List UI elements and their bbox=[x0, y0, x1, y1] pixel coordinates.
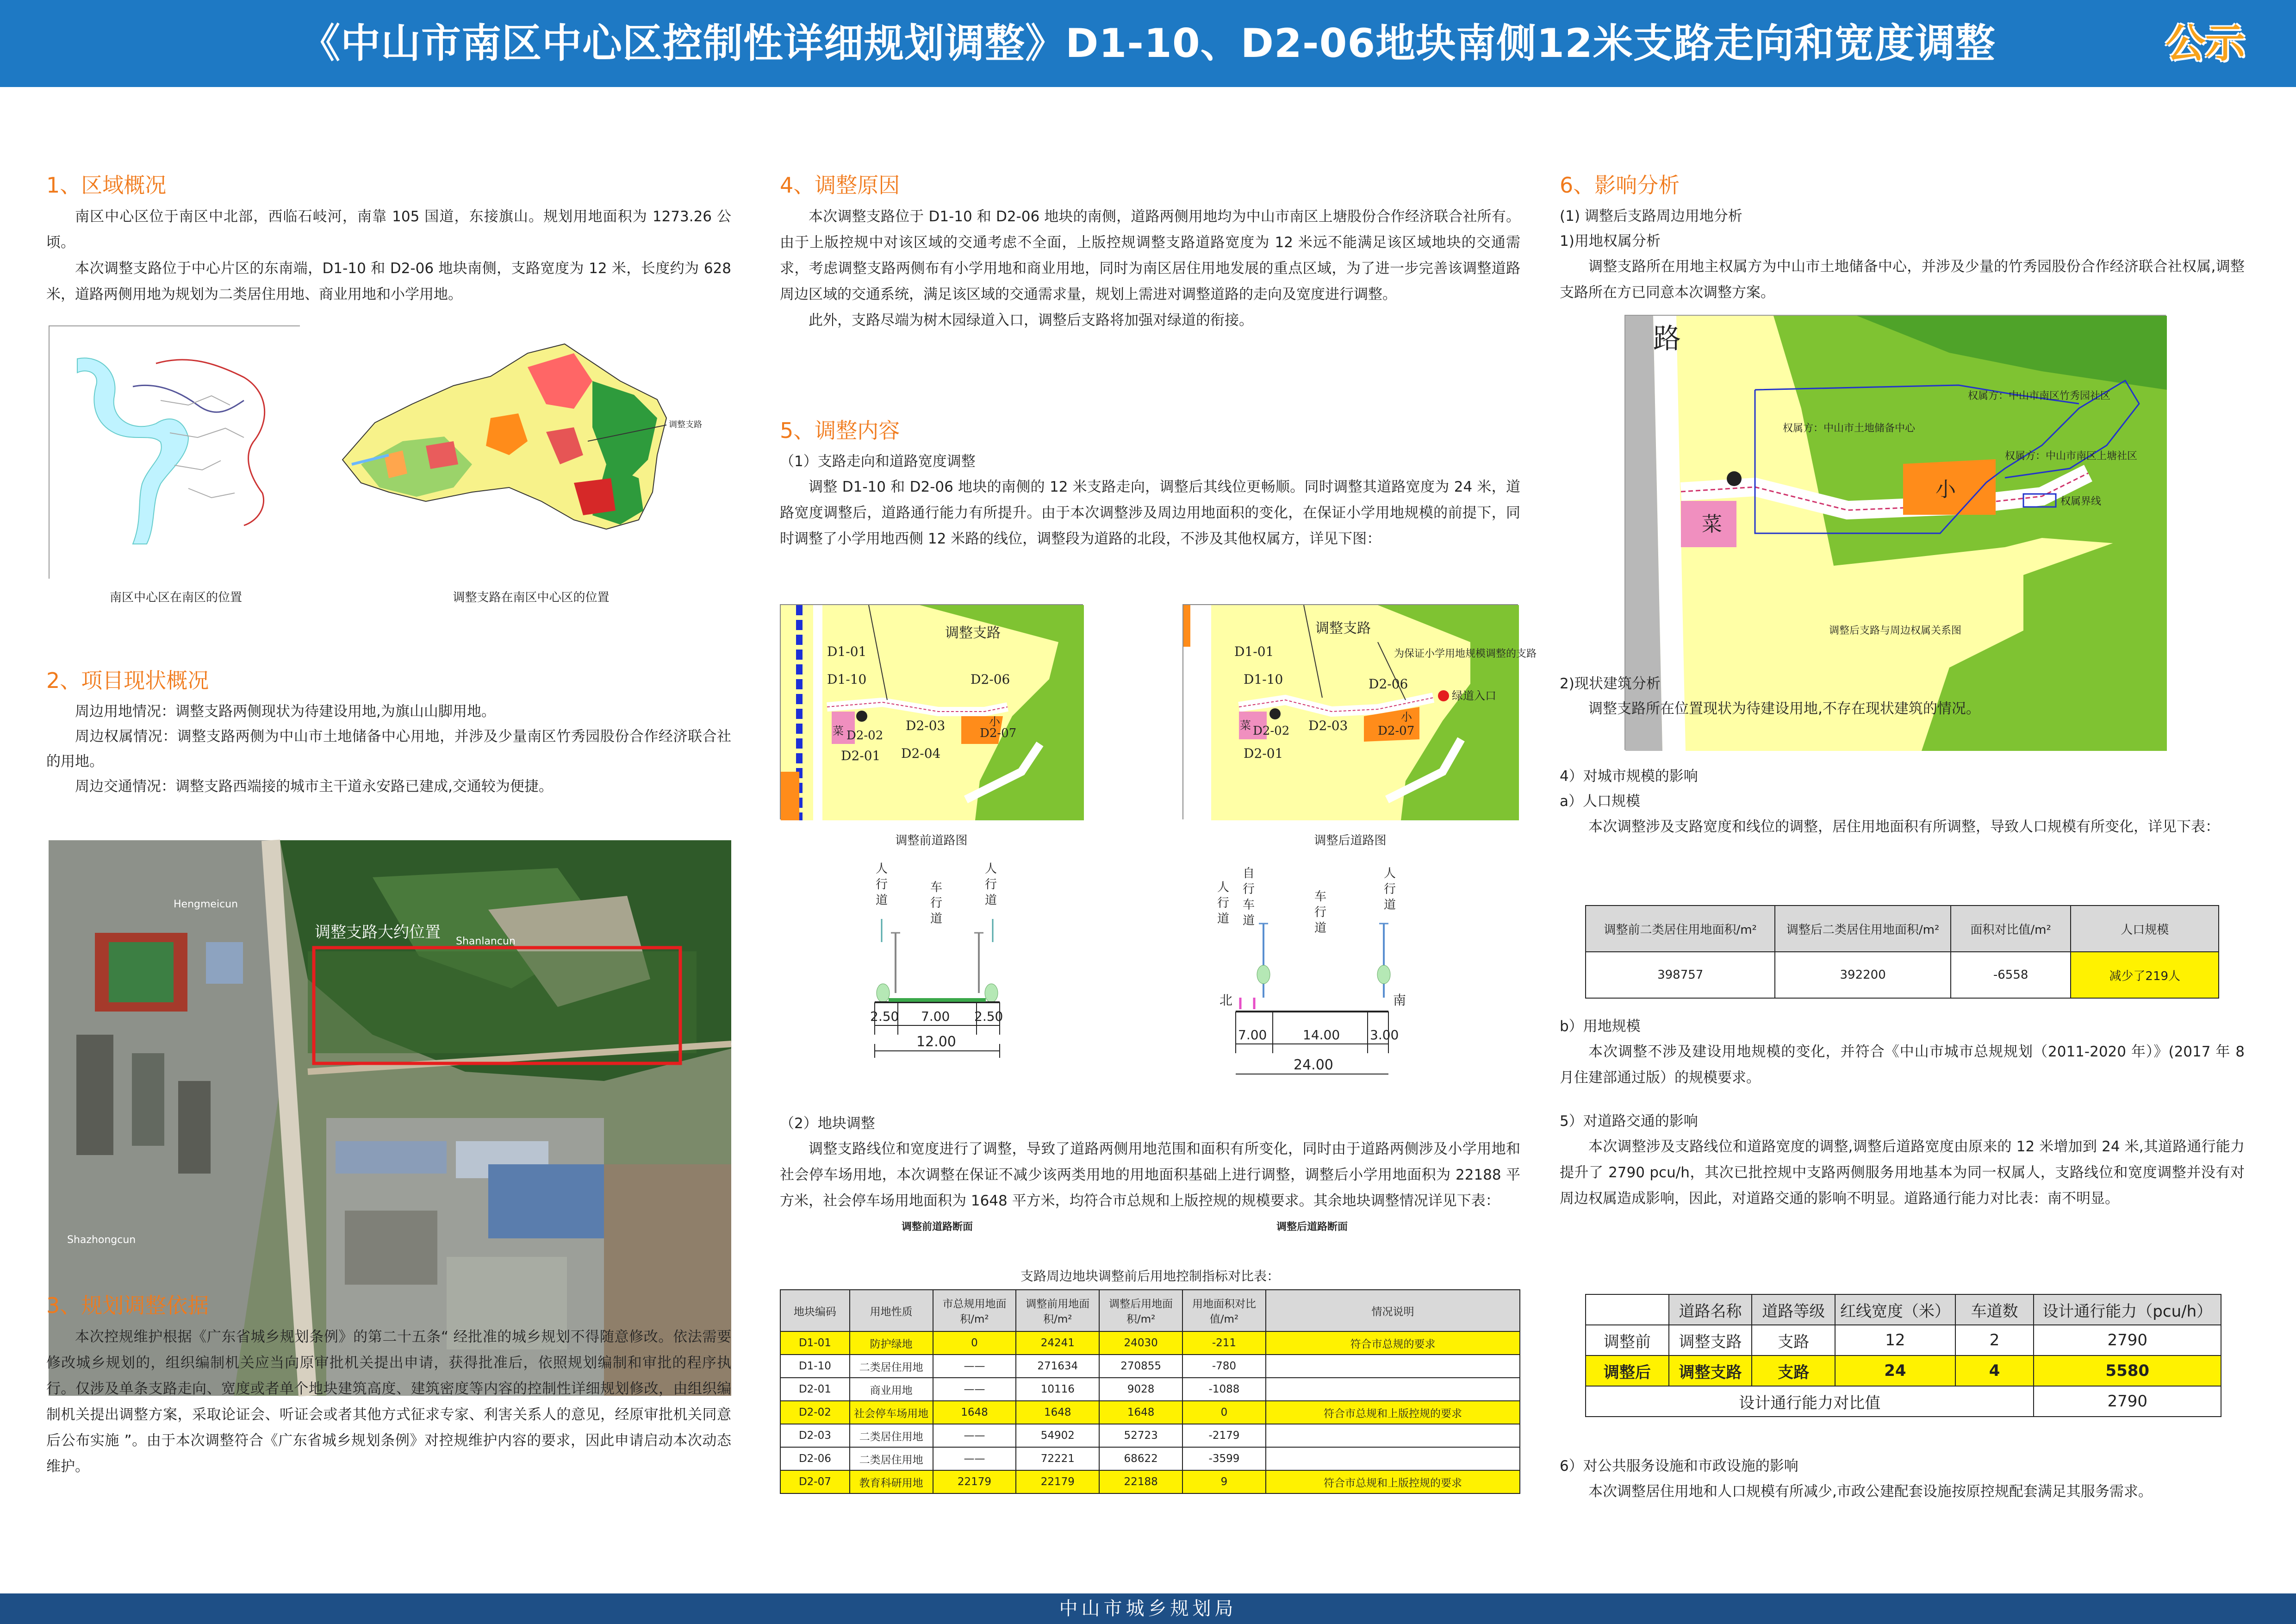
map-annotation: 调整支路 bbox=[669, 420, 702, 430]
legend-label: 权属界线 bbox=[2060, 496, 2102, 507]
table-cell: 支路 bbox=[1752, 1325, 1835, 1355]
table-cell: D2-01 bbox=[780, 1378, 850, 1401]
section-title: 3、规划调整依据 bbox=[46, 1293, 209, 1318]
plot-label: D2-04 bbox=[901, 746, 941, 761]
cs-dim: 2.50 bbox=[870, 1009, 899, 1024]
table-header: 用地面积对比值/m² bbox=[1182, 1290, 1266, 1331]
table-cell: 12 bbox=[1835, 1325, 1955, 1355]
paragraph: 调整支路所在位置现状为待建设用地,不存在现状建筑的情况。 bbox=[1588, 700, 1980, 717]
population-table bbox=[1585, 905, 2219, 999]
table-cell: 2790 bbox=[2034, 1386, 2221, 1417]
cs-dim: 7.00 bbox=[1238, 1027, 1267, 1043]
cs-label-walk: 人行道 bbox=[985, 862, 997, 907]
table-cell: 72221 bbox=[1016, 1447, 1099, 1470]
table-title: 支路周边地块调整前后用地控制指标对比表： bbox=[1020, 1268, 1280, 1284]
table-cell: -6558 bbox=[1951, 952, 2071, 998]
table-cell bbox=[1266, 1424, 1520, 1447]
plot-comparison-table bbox=[780, 1289, 1520, 1494]
table-cell: 5580 bbox=[2034, 1355, 2221, 1386]
table-cell: —— bbox=[933, 1378, 1016, 1401]
table-cell: 符合市总规的要求 bbox=[1266, 1331, 1520, 1355]
footer-org: 中山市城乡规划局 bbox=[1059, 1598, 1237, 1619]
paragraph: 本次调整涉及支路线位和道路宽度的调整,调整后道路宽度由原来的 12 米增加到 24 米,其道路通行能力提升了 2790 pcu/h，其次已批控规中支路两侧服务用地基本为同一权属人，支路线位和宽度调整并没有对周边权属造成影响，因此，对道路交通的影响不明显。道路通行能力对比表：南不明显。 bbox=[1560, 1138, 2245, 1207]
table-header: 情况说明 bbox=[1266, 1290, 1520, 1331]
paragraph: 周边权属情况：调整支路两侧为中山市土地储备中心用地，并涉及少量南区竹秀园股份合作经济联合社的用地。 bbox=[46, 728, 731, 770]
table-row bbox=[780, 1331, 1520, 1355]
table-cell: 二类居住用地 bbox=[850, 1355, 933, 1378]
table-cell: -1088 bbox=[1182, 1378, 1266, 1401]
plot-label: D2-02 bbox=[846, 729, 884, 743]
table-cell: 减少了219人 bbox=[2071, 952, 2219, 998]
table-cell: 调整前 bbox=[1586, 1325, 1669, 1355]
table-header: 面积对比值/m² bbox=[1951, 906, 2071, 952]
table-cell: 54902 bbox=[1016, 1424, 1099, 1447]
photo-label: 调整支路大约位置 bbox=[315, 923, 441, 942]
plot-adjustment bbox=[780, 1111, 1520, 1214]
table-cell: 1648 bbox=[933, 1401, 1016, 1424]
table-header: 车道数 bbox=[1955, 1294, 2034, 1325]
public-facility-impact bbox=[1560, 1454, 2245, 1505]
table-cell: 2 bbox=[1955, 1325, 2034, 1355]
cs-label-bike: 自行车道 bbox=[1243, 867, 1255, 928]
plot-label: D2-07 bbox=[980, 726, 1017, 740]
paragraph: 调整支路所在用地主权属方为中山市土地储备中心，并涉及少量的竹秀园股份合作经济联合社权属,调整支路所在方已同意本次调整方案。 bbox=[1560, 258, 2245, 301]
plot-label: 小 bbox=[1935, 478, 1956, 501]
plot-label: D2-03 bbox=[906, 718, 946, 733]
cs-label-walk: 人行道 bbox=[1384, 867, 1396, 912]
cs-dim: 2.50 bbox=[974, 1009, 1003, 1024]
table-cell: 392200 bbox=[1775, 952, 1950, 998]
table-cell: 商业用地 bbox=[850, 1378, 933, 1401]
paragraph: 周边交通情况：调整支路西端接的城市主干道永安路已建成,交通较为便捷。 bbox=[75, 778, 553, 795]
map-caption: 南区中心区在南区的位置 bbox=[109, 591, 242, 605]
cs-dim: 3.00 bbox=[1370, 1027, 1399, 1043]
table-cell: 0 bbox=[1182, 1401, 1266, 1424]
table-cell: -3599 bbox=[1182, 1447, 1266, 1470]
map-caption: 调整后道路图 bbox=[1314, 834, 1387, 848]
table-cell: 支路 bbox=[1752, 1355, 1835, 1386]
table-cell bbox=[1266, 1355, 1520, 1378]
table-row bbox=[780, 1470, 1520, 1493]
table-row bbox=[1586, 1386, 2221, 1417]
table-header: 道路等级 bbox=[1752, 1294, 1835, 1325]
traffic-impact bbox=[1560, 1109, 2245, 1212]
city-scale-impact bbox=[1560, 764, 2245, 840]
map-label: 调整支路 bbox=[1315, 620, 1371, 637]
table-cell: 24241 bbox=[1016, 1331, 1099, 1355]
cs-dim-total: 12.00 bbox=[916, 1034, 956, 1050]
paragraph: 本次调整居住用地和人口规模有所减少,市政公建配套设施按原控规配套满足其服务需求。 bbox=[1588, 1483, 2153, 1500]
table-cell: —— bbox=[933, 1424, 1016, 1447]
paragraph: 调整 D1-10 和 D2-06 地块的南侧的 12 米支路走向，调整后其线位更畅顺。同时调整其道路宽度为 24 米，道路宽度调整后，道路通行能力有所提升。由于本次调整涉及周边用地面积的变化，在保证小学用地规模的前提下，同时调整了小学用地西侧 12 米路的线位，调整段为道路的北段，不涉及其他权属方，详见下图： bbox=[780, 479, 1520, 547]
section-current-status bbox=[46, 662, 731, 799]
plot-label: D2-01 bbox=[1244, 746, 1283, 761]
paragraph: 本次调整支路位于中心片区的东南端，D1-10 和 D2-06 地块南侧，支路宽度为 12 米，长度约为 628 米，道路两侧用地为规划为二类居住用地、商业用地和小学用地。 bbox=[46, 260, 731, 303]
cs-caption: 调整后道路断面 bbox=[1276, 1221, 1348, 1233]
header-bar bbox=[0, 0, 2296, 87]
footer-bar bbox=[0, 1593, 2296, 1624]
table-cell: 符合市总规和上版控规的要求 bbox=[1266, 1470, 1520, 1493]
section-title: 5、调整内容 bbox=[780, 418, 900, 443]
plot-label: 小 bbox=[989, 715, 1000, 728]
section-content bbox=[780, 412, 1520, 552]
plot-label: D1-10 bbox=[827, 672, 867, 687]
plot-label: 菜 bbox=[1240, 719, 1251, 732]
plot-label: D2-07 bbox=[1378, 724, 1415, 738]
table-header: 调整前用地面积/m² bbox=[1016, 1290, 1099, 1331]
table-cell: 调整支路 bbox=[1669, 1355, 1752, 1386]
section-regional-overview bbox=[46, 167, 731, 307]
map-label: 调整支路 bbox=[945, 625, 1001, 641]
center-location-map bbox=[333, 325, 729, 579]
paragraph: 此外，支路尽端为树木园绿道入口，调整后支路将加强对绿道的衔接。 bbox=[809, 312, 1253, 329]
subheading: (1) 调整后支路周边用地分析 bbox=[1560, 208, 1742, 225]
table-row bbox=[780, 1401, 1520, 1424]
subheading: 2)现状建筑分析 bbox=[1560, 675, 1661, 692]
owner-label: 权属方：中山市南区竹秀园社区 bbox=[1968, 390, 2111, 402]
paragraph: 本次调整支路位于 D1-10 和 D2-06 地块的南侧，道路两侧用地均为中山市南区上塘股份合作经济联合社所有。由于上版控规中对该区域的交通考虑不全面，上版控规调整支路道路宽度为 12 米远不能满足该区域地块的交通需求，考虑调整支路两侧布有小学用地和商业用地，同时为南区居住用地发展的重点区域，为了进一步完善该调整道路周边区域的交通系统，满足该区域的交通需求量，规划上需进对调整道路的走向及宽度进行调整。 bbox=[780, 208, 1520, 303]
map-note: 为保证小学用地规模调整的支路 bbox=[1394, 648, 1537, 660]
plot-label: D2-01 bbox=[841, 748, 881, 763]
table-cell: 24030 bbox=[1099, 1331, 1182, 1355]
table-cell: D2-03 bbox=[780, 1424, 850, 1447]
section-title: 2、项目现状概况 bbox=[46, 668, 209, 693]
paragraph: 调整支路线位和宽度进行了调整，导致了道路两侧用地范围和面积有所变化，同时由于道路两侧涉及小学用地和社会停车场用地，本次调整在保证不减少该两类用地的用地面积基础上进行调整，调整后小学用地面积为 22188 平方米，社会停车场用地面积为 1648 平方米，均符合市总规和上版控规的规模要求。其余地块调整情况详见下表： bbox=[780, 1141, 1520, 1209]
plot-label: D2-03 bbox=[1308, 718, 1348, 733]
table-cell: 24 bbox=[1835, 1355, 1955, 1386]
table-cell: 二类居住用地 bbox=[850, 1447, 933, 1470]
section-reason bbox=[780, 167, 1520, 333]
table-cell: -211 bbox=[1182, 1331, 1266, 1355]
table-cell: -780 bbox=[1182, 1355, 1266, 1378]
table-cell: 调整支路 bbox=[1669, 1325, 1752, 1355]
table-cell: 22179 bbox=[933, 1470, 1016, 1493]
table-cell: 社会停车场用地 bbox=[850, 1401, 933, 1424]
table-cell: D1-10 bbox=[780, 1355, 850, 1378]
table-header: 市总规用地面积/m² bbox=[933, 1290, 1016, 1331]
page-title: 《中山市南区中心区控制性详细规划调整》D1-10、D2-06地块南侧12米支路走向和宽度调整 bbox=[300, 20, 1996, 67]
cs-caption: 调整前道路断面 bbox=[901, 1221, 973, 1233]
section-basis bbox=[46, 1287, 731, 1480]
map-caption: 调整前道路图 bbox=[895, 834, 968, 848]
table-cell: 52723 bbox=[1099, 1424, 1182, 1447]
table-header: 设计通行能力（pcu/h） bbox=[2034, 1294, 2221, 1325]
subheading: （2）地块调整 bbox=[780, 1115, 875, 1132]
section-title: 4、调整原因 bbox=[780, 173, 900, 198]
paragraph: 本次调整不涉及建设用地规模的变化，并符合《中山市城市总规规划（2011-2020 年）》(2017 年 8 月住建部通过版）的规模要求。 bbox=[1560, 1043, 2245, 1086]
table-header: 地块编码 bbox=[780, 1290, 850, 1331]
table-row bbox=[780, 1355, 1520, 1378]
table-cell: D2-06 bbox=[780, 1447, 850, 1470]
table-row bbox=[1586, 1355, 2221, 1386]
table-cell: 270855 bbox=[1099, 1355, 1182, 1378]
paragraph: 本次控规维护根据《广东省城乡规划条例》的第二十五条“ 经批准的城乡规划不得随意修改。依法需要修改城乡规划的，组织编制机关应当向原审批机关提出申请，获得批准后，依照规划编制和审批的程序执行。仅涉及单条支路走向、宽度或者单个地块建筑高度、建筑密度等内容的控制性详细规划修改，由组织编制机关提出调整方案，采取论证会、听证会或者其他方式征求专家、利害关系人的意见，经原审批机关同意后公布实施 ”。由于本次调整符合《广东省城乡规划条例》对控规维护内容的要求，因此申请启动本次动态维护。 bbox=[46, 1329, 731, 1475]
subheading: b）用地规模 bbox=[1560, 1018, 1641, 1035]
table-header: 红线宽度（米） bbox=[1835, 1294, 1955, 1325]
table-cell: 2790 bbox=[2034, 1325, 2221, 1355]
plot-label: 小 bbox=[1401, 711, 1412, 724]
cs-label-car: 车行道 bbox=[1314, 890, 1327, 935]
plot-label: 菜 bbox=[1702, 512, 1722, 536]
table-cell: 68622 bbox=[1099, 1447, 1182, 1470]
plot-label: D1-01 bbox=[827, 644, 867, 659]
map-caption: 调整支路在南区中心区的位置 bbox=[453, 591, 610, 605]
subheading: 5）对道路交通的影响 bbox=[1560, 1113, 1698, 1130]
paragraph: 周边用地情况：调整支路两侧现状为待建设用地,为旗山山脚用地。 bbox=[75, 703, 496, 720]
subheading: 6）对公共服务设施和市政设施的影响 bbox=[1560, 1458, 1798, 1474]
table-cell: —— bbox=[933, 1447, 1016, 1470]
table-cell: 398757 bbox=[1586, 952, 1775, 998]
cs-dim: 14.00 bbox=[1303, 1027, 1340, 1043]
table-cell: -2179 bbox=[1182, 1424, 1266, 1447]
table-cell: 防护绿地 bbox=[850, 1331, 933, 1355]
land-scale-impact bbox=[1560, 1014, 2245, 1091]
table-row bbox=[780, 1424, 1520, 1447]
paragraph: 本次调整涉及支路宽度和线位的调整，居住用地面积有所调整，导致人口规模有所变化，详见下表： bbox=[1588, 818, 2220, 835]
road-map-after bbox=[1182, 604, 1537, 819]
plot-label: D1-01 bbox=[1234, 644, 1274, 659]
plot-label: D2-06 bbox=[971, 672, 1010, 687]
place-label: Shazhongcun bbox=[67, 1234, 136, 1246]
plot-label: D1-10 bbox=[1244, 672, 1283, 687]
place-label: Hengmeicun bbox=[174, 899, 238, 910]
table-cell: 设计通行能力对比值 bbox=[1586, 1386, 2034, 1417]
plot-label: D2-06 bbox=[1369, 676, 1408, 692]
table-cell: 1648 bbox=[1016, 1401, 1099, 1424]
table-header: 用地性质 bbox=[850, 1290, 933, 1331]
table-cell: 教育科研用地 bbox=[850, 1470, 933, 1493]
table-row bbox=[1586, 1325, 2221, 1355]
table-cell: D2-07 bbox=[780, 1470, 850, 1493]
table-cell: —— bbox=[933, 1355, 1016, 1378]
table-row bbox=[1586, 952, 2219, 998]
table-cell: D2-02 bbox=[780, 1401, 850, 1424]
table-cell bbox=[1266, 1378, 1520, 1401]
road-map-before bbox=[780, 604, 1083, 819]
table-header: 道路名称 bbox=[1669, 1294, 1752, 1325]
table-header bbox=[1586, 1294, 1669, 1325]
subheading: a）人口规模 bbox=[1560, 793, 1640, 810]
table-cell: 二类居住用地 bbox=[850, 1424, 933, 1447]
table-cell: 9028 bbox=[1099, 1378, 1182, 1401]
table-cell: 符合市总规和上版控规的要求 bbox=[1266, 1401, 1520, 1424]
table-cell: 1648 bbox=[1099, 1401, 1182, 1424]
district-location-map bbox=[49, 325, 300, 579]
table-header: 调整后二类居住用地面积/m² bbox=[1775, 906, 1950, 952]
cs-label-car: 车行道 bbox=[930, 881, 943, 926]
map-road-label: 路 bbox=[1653, 323, 1681, 355]
owner-label: 权属方：中山市南区上塘社区 bbox=[2005, 450, 2138, 462]
cs-dim: 7.00 bbox=[921, 1009, 950, 1024]
cs-label-walk: 人行道 bbox=[1217, 881, 1230, 926]
table-header: 人口规模 bbox=[2071, 906, 2219, 952]
table-cell: 22179 bbox=[1016, 1470, 1099, 1493]
traffic-capacity-table bbox=[1585, 1294, 2221, 1417]
cs-south: 南 bbox=[1393, 993, 1406, 1008]
table-cell: 0 bbox=[933, 1331, 1016, 1355]
paragraph: 南区中心区位于南区中北部，西临石岐河，南靠 105 国道，东接旗山。规划用地面积为 1273.26 公顷。 bbox=[46, 208, 731, 251]
table-cell: 271634 bbox=[1016, 1355, 1099, 1378]
table-cell: D1-01 bbox=[780, 1331, 850, 1355]
table-cell: 10116 bbox=[1016, 1378, 1099, 1401]
subheading: 4）对城市规模的影响 bbox=[1560, 768, 1698, 785]
subheading: 1)用地权属分析 bbox=[1560, 233, 1661, 250]
plot-label: D2-02 bbox=[1253, 724, 1290, 738]
section-title: 6、影响分析 bbox=[1560, 173, 1680, 198]
plot-label: 菜 bbox=[833, 725, 844, 737]
section-impact bbox=[1560, 167, 2245, 306]
table-cell bbox=[1266, 1447, 1520, 1470]
cs-label-walk: 人行道 bbox=[876, 862, 888, 907]
cs-north: 北 bbox=[1220, 993, 1233, 1008]
table-row bbox=[780, 1447, 1520, 1470]
table-header: 调整后用地面积/m² bbox=[1099, 1290, 1182, 1331]
table-cell: 调整后 bbox=[1586, 1355, 1669, 1386]
public-notice-badge: 公示 bbox=[2165, 20, 2245, 67]
map-label: 绿道入口 bbox=[1452, 689, 1496, 702]
cs-dim-total: 24.00 bbox=[1294, 1057, 1333, 1073]
table-row bbox=[780, 1378, 1520, 1401]
table-cell: 4 bbox=[1955, 1355, 2034, 1386]
table-cell: 22188 bbox=[1099, 1470, 1182, 1493]
section-title: 1、区域概况 bbox=[46, 173, 167, 198]
table-header: 调整前二类居住用地面积/m² bbox=[1586, 906, 1775, 952]
place-label: Shanlancun bbox=[456, 936, 516, 947]
building-analysis bbox=[1560, 671, 2245, 721]
map-caption: 调整后支路与周边权属关系图 bbox=[1829, 625, 1961, 637]
owner-label: 权属方：中山市土地储备中心 bbox=[1783, 423, 1916, 434]
table-cell: 9 bbox=[1182, 1470, 1266, 1493]
subheading: （1）支路走向和道路宽度调整 bbox=[780, 453, 976, 470]
